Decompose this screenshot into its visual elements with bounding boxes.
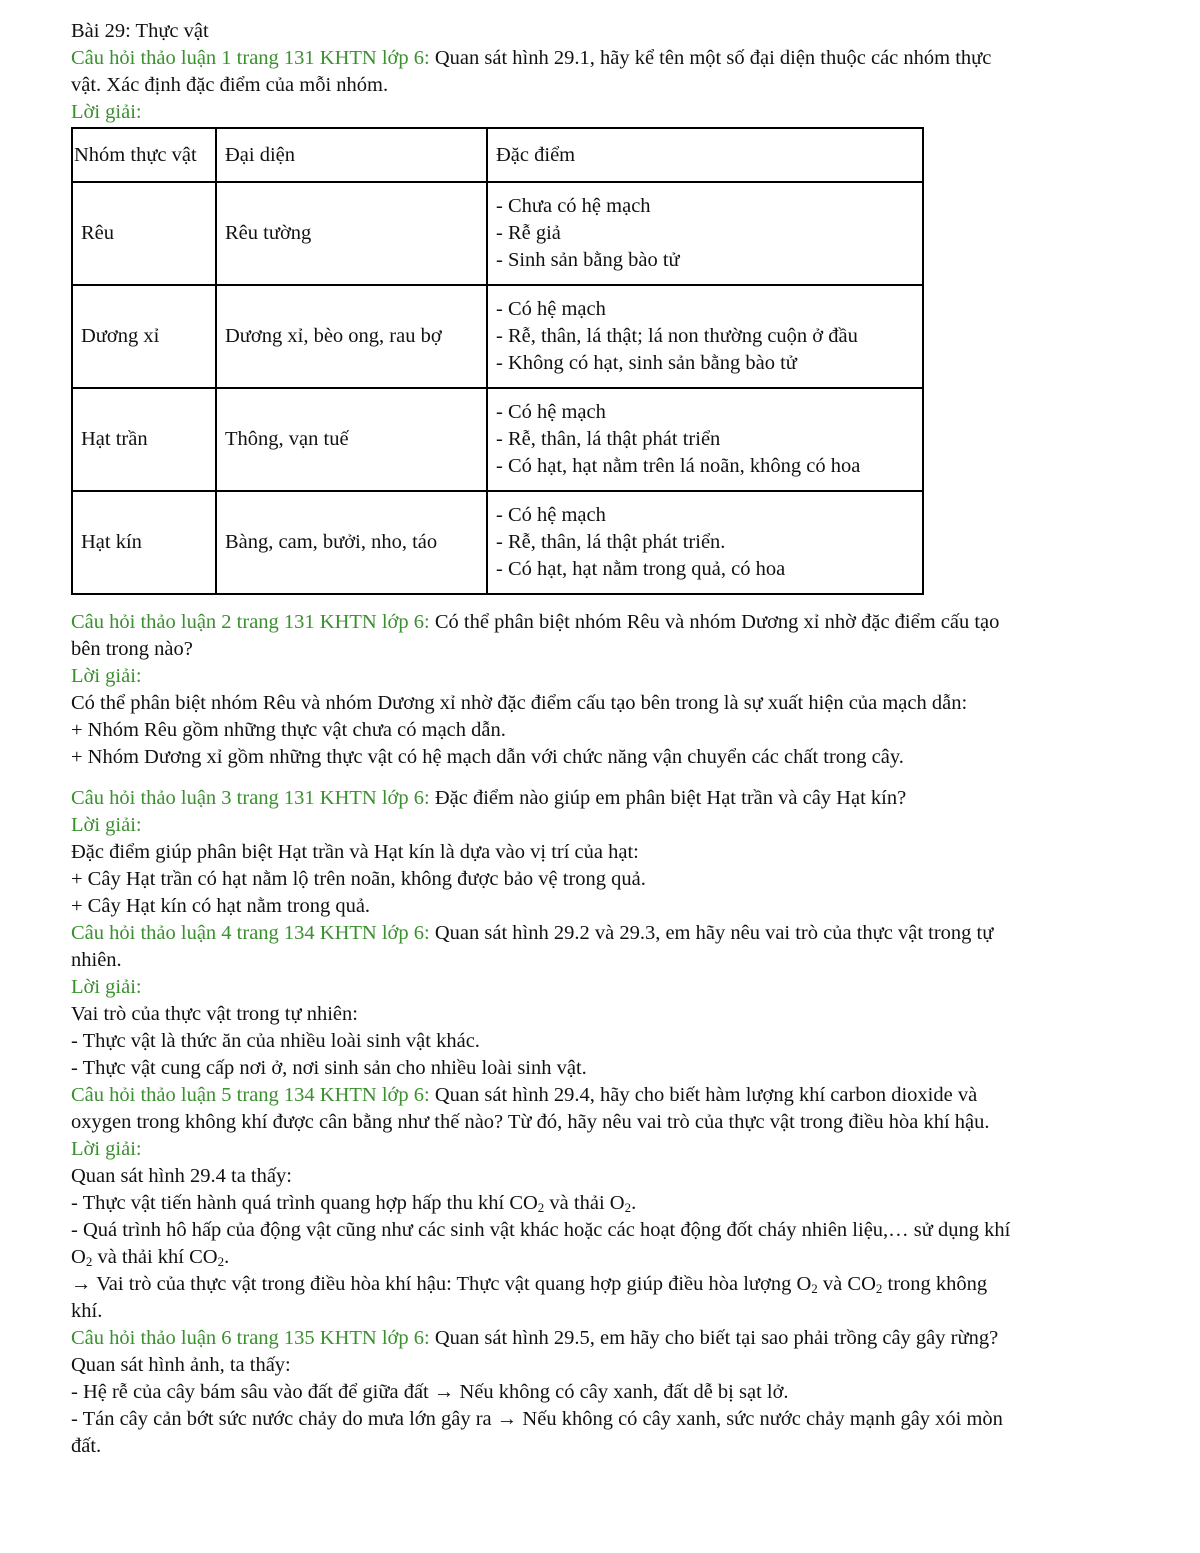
answer-4-line: - Thực vật cung cấp nơi ở, nơi sinh sản cho nhiều loài sinh vật. xyxy=(71,1057,587,1079)
answer-1-label: Lời giải: xyxy=(71,101,142,123)
answer-4-label: Lời giải: xyxy=(71,976,142,998)
question-6 xyxy=(71,1325,1161,1352)
trait-line: - Có hệ mạch xyxy=(496,504,606,526)
answer-3-line: + Cây Hạt trần có hạt nằm lộ trên noãn, không được bảo vệ trong quả. xyxy=(71,868,646,890)
question-1-label: Câu hỏi thảo luận 1 trang 131 KHTN lớp 6: xyxy=(71,47,430,69)
cell-group: Hạt kín xyxy=(72,491,216,594)
question-2-text-cont: bên trong nào? xyxy=(71,638,193,660)
answer-5-line: khí. xyxy=(71,1300,103,1322)
question-4-text: Quan sát hình 29.2 và 29.3, em hãy nêu vai trò của thực vật trong tự xyxy=(429,922,994,944)
answer-5-label: Lời giải: xyxy=(71,1138,142,1160)
cell-traits xyxy=(487,285,923,388)
table-header-row xyxy=(72,128,923,182)
table-row xyxy=(72,285,923,388)
question-4 xyxy=(71,920,1161,947)
header-representative: Đại diện xyxy=(216,128,487,182)
question-5-text-cont: oxygen trong không khí được cân bằng như thế nào? Từ đó, hãy nêu vai trò của thực vật trong điều hòa khí hậu. xyxy=(71,1111,990,1133)
trait-line: - Rễ, thân, lá thật phát triển. xyxy=(496,531,726,553)
question-5-label: Câu hỏi thảo luận 5 trang 134 KHTN lớp 6: xyxy=(71,1084,430,1106)
answer-6-line: đất. xyxy=(71,1435,102,1457)
table-row xyxy=(72,491,923,594)
question-6-text: Quan sát hình 29.5, em hãy cho biết tại sao phải trồng cây gây rừng? xyxy=(429,1327,999,1349)
question-2-label: Câu hỏi thảo luận 2 trang 131 KHTN lớp 6: xyxy=(71,611,430,633)
plant-groups-table xyxy=(71,127,924,595)
cell-traits xyxy=(487,491,923,594)
answer-2-line: + Nhóm Dương xỉ gồm những thực vật có hệ mạch dẫn với chức năng vận chuyển các chất trong cây. xyxy=(71,746,904,768)
question-1 xyxy=(71,45,1161,72)
cell-group: Dương xỉ xyxy=(72,285,216,388)
answer-2-line: Có thể phân biệt nhóm Rêu và nhóm Dương xỉ nhờ đặc điểm cấu tạo bên trong là sự xuất hiện của mạch dẫn: xyxy=(71,692,968,714)
answer-3-line: + Cây Hạt kín có hạt nằm trong quả. xyxy=(71,895,371,917)
question-3-text: Đặc điểm nào giúp em phân biệt Hạt trần và cây Hạt kín? xyxy=(429,787,907,809)
answer-2-line: + Nhóm Rêu gồm những thực vật chưa có mạch dẫn. xyxy=(71,719,506,741)
lesson-title: Bài 29: Thực vật xyxy=(71,20,209,42)
cell-representative: Bàng, cam, bưởi, nho, táo xyxy=(216,491,487,594)
answer-5-line: Quan sát hình 29.4 ta thấy: xyxy=(71,1165,292,1187)
trait-line: - Có hạt, hạt nằm trên lá noãn, không có hoa xyxy=(496,455,861,477)
cell-traits xyxy=(487,182,923,285)
cell-group: Rêu xyxy=(72,182,216,285)
question-2 xyxy=(71,609,1161,636)
cell-traits xyxy=(487,388,923,491)
answer-6-line: - Hệ rễ của cây bám sâu vào đất để giữa đất → Nếu không có cây xanh, đất dễ bị sạt lở. xyxy=(71,1381,789,1403)
cell-group: Hạt trần xyxy=(72,388,216,491)
table-row xyxy=(72,182,923,285)
trait-line: - Không có hạt, sinh sản bằng bào tử xyxy=(496,352,797,374)
question-5-text: Quan sát hình 29.4, hãy cho biết hàm lượng khí carbon dioxide và xyxy=(429,1084,978,1106)
header-group: Nhóm thực vật xyxy=(72,128,216,182)
cell-representative: Rêu tường xyxy=(216,182,487,285)
spacer xyxy=(71,771,1161,785)
question-6-label: Câu hỏi thảo luận 6 trang 135 KHTN lớp 6: xyxy=(71,1327,430,1349)
trait-line: - Có hệ mạch xyxy=(496,298,606,320)
question-3-label: Câu hỏi thảo luận 3 trang 131 KHTN lớp 6: xyxy=(71,787,430,809)
answer-2-label: Lời giải: xyxy=(71,665,142,687)
answer-6-line: Quan sát hình ảnh, ta thấy: xyxy=(71,1354,291,1376)
answer-5-line: $O_2$ và thải khí $CO_2$. xyxy=(71,1246,230,1269)
trait-line: - Có hạt, hạt nằm trong quả, có hoa xyxy=(496,558,786,580)
trait-line: - Rễ giả xyxy=(496,222,561,244)
trait-line: - Có hệ mạch xyxy=(496,401,606,423)
answer-5-line: - Quá trình hô hấp của động vật cũng như các sinh vật khác hoặc các hoạt động đốt cháy nhiên liệu,… sử dụng khí xyxy=(71,1219,1011,1241)
trait-line: - Rễ, thân, lá thật phát triển xyxy=(496,428,721,450)
answer-4-line: - Thực vật là thức ăn của nhiều loài sinh vật khác. xyxy=(71,1030,480,1052)
answer-3-label: Lời giải: xyxy=(71,814,142,836)
trait-line: - Sinh sản bằng bào tử xyxy=(496,249,680,271)
answer-4-line: Vai trò của thực vật trong tự nhiên: xyxy=(71,1003,358,1025)
table-row xyxy=(72,388,923,491)
question-3 xyxy=(71,785,1161,812)
question-4-label: Câu hỏi thảo luận 4 trang 134 KHTN lớp 6: xyxy=(71,922,430,944)
question-2-text: Có thể phân biệt nhóm Rêu và nhóm Dương xỉ nhờ đặc điểm cấu tạo xyxy=(429,611,1000,633)
answer-3-line: Đặc điểm giúp phân biệt Hạt trần và Hạt kín là dựa vào vị trí của hạt: xyxy=(71,841,639,863)
answer-5-line: → Vai trò của thực vật trong điều hòa khí hậu: Thực vật quang hợp giúp điều hòa lượng $O_2$ và $CO_2$ trong không xyxy=(71,1273,988,1296)
trait-line: - Chưa có hệ mạch xyxy=(496,195,651,217)
cell-representative: Thông, vạn tuế xyxy=(216,388,487,491)
question-1-text: Quan sát hình 29.1, hãy kể tên một số đại diện thuộc các nhóm thực xyxy=(429,47,992,69)
document-page xyxy=(71,18,1161,1460)
header-traits: Đặc điểm xyxy=(487,128,923,182)
cell-representative: Dương xỉ, bèo ong, rau bợ xyxy=(216,285,487,388)
trait-line: - Rễ, thân, lá thật; lá non thường cuộn ở đầu xyxy=(496,325,858,347)
answer-5-line: - Thực vật tiến hành quá trình quang hợp hấp thu khí $CO_2$ và thải $O_2$. xyxy=(71,1192,637,1215)
question-5 xyxy=(71,1082,1161,1109)
answer-6-line: - Tán cây cản bớt sức nước chảy do mưa lớn gây ra → Nếu không có cây xanh, sức nước chảy mạnh gây xói mòn xyxy=(71,1408,1003,1430)
question-1-text-cont: vật. Xác định đặc điểm của mỗi nhóm. xyxy=(71,74,389,96)
question-4-text-cont: nhiên. xyxy=(71,949,122,971)
